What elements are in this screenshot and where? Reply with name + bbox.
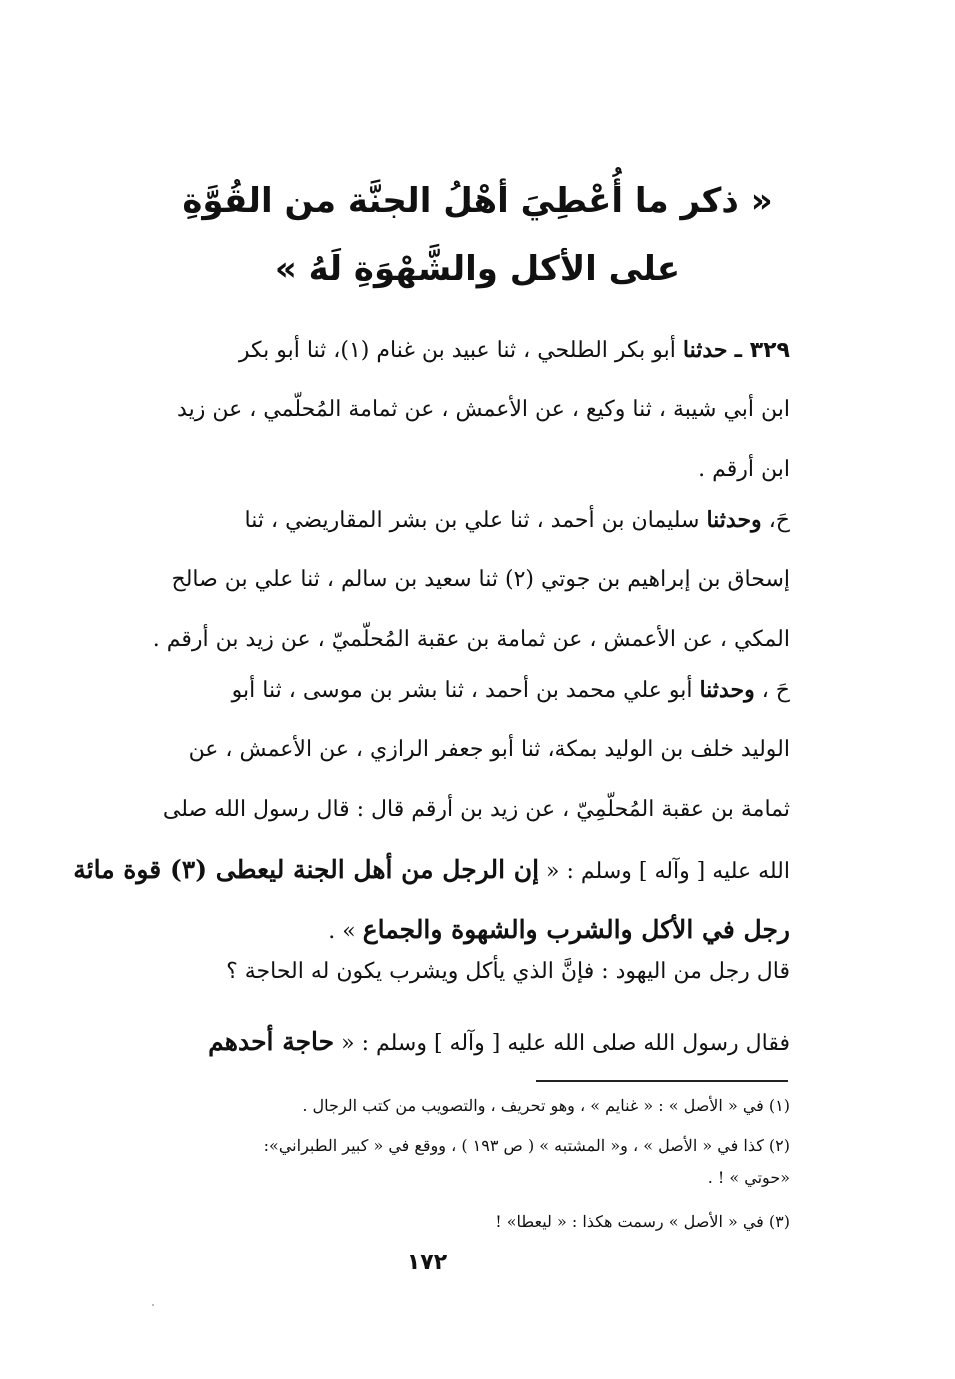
body-text: أبو علي محمد بن أحمد ، ثنا بشر بن موسى ، ثنا أبو <box>231 678 693 703</box>
chapter-title-line-2: على الأكل والشَّهْوَةِ لَهُ » <box>274 249 681 289</box>
body-line: إسحاق بن إبراهيم بن جوتي (٢) ثنا سعيد بن سالم ، ثنا علي بن صالح <box>171 567 790 592</box>
body-line <box>110 1012 790 1072</box>
footnote-3 <box>140 1206 790 1238</box>
body-text: الله عليه [ وآله ] وسلم : « <box>546 859 790 884</box>
body-line: ابن أبي شيبة ، ثنا وكيع ، عن الأعمش ، عن ثمامة المُحلّمي ، عن زيد <box>177 397 790 422</box>
page-number: ١٧٢ <box>406 1250 448 1275</box>
narration-lead: حدثنا <box>682 337 728 363</box>
chain-2-paragraph <box>110 490 790 670</box>
body-line <box>110 320 790 380</box>
narration-lead: وحدثنا <box>706 507 762 533</box>
body-text: فقال رسول الله صلى الله عليه [ وآله ] وسلم : « <box>341 1031 790 1056</box>
question-paragraph <box>110 942 790 1002</box>
body-line: ثمامة بن عقبة المُحلّمِيّ ، عن زيد بن أرقم قال : قال رسول الله صلى <box>162 797 790 822</box>
footnote-line: (٣) في « الأصل » رسمت هكذا : « ليعطا» ! <box>495 1212 790 1231</box>
answer-paragraph <box>110 1012 790 1072</box>
footnote-line: (٢) كذا في « الأصل » ، و« المشتبه » ( ص ١٩٣ ) ، ووقع في « كبير الطبراني»: <box>263 1136 790 1155</box>
tahwil-sign: حَ، <box>768 508 790 533</box>
hadith-number: ٣٢٩ ـ <box>734 338 790 363</box>
footnote-1 <box>140 1090 790 1122</box>
narration-lead: وحدثنا <box>699 677 755 703</box>
hadith-matn: حاجة أحدهم <box>208 1027 335 1056</box>
body-line <box>110 660 790 720</box>
footnote-separator <box>536 1080 788 1082</box>
body-line: المكي ، عن الأعمش ، عن ثمامة بن عقبة المُحلّميّ ، عن زيد بن أرقم . <box>152 627 790 652</box>
hadith-matn: رجل في الأكل والشرب والشهوة والجماع <box>362 915 790 944</box>
footnote-2 <box>140 1130 790 1194</box>
footnote-line: «حوتي » ! . <box>707 1168 790 1187</box>
body-line: ابن أرقم . <box>698 457 790 482</box>
body-line <box>73 840 790 900</box>
scan-speck <box>152 1304 154 1306</box>
footnote-line: (١) في « الأصل » : « غنايم » ، وهو تحريف ، والتصويب من كتب الرجال . <box>302 1096 790 1115</box>
body-line <box>110 490 790 550</box>
hadith-329-paragraph <box>110 320 790 500</box>
body-text: » . <box>328 919 356 944</box>
body-line: الوليد خلف بن الوليد بمكة، ثنا أبو جعفر الرازي ، عن الأعمش ، عن <box>188 737 790 762</box>
chain-3-paragraph <box>73 660 790 960</box>
body-line: قال رجل من اليهود : فإنَّ الذي يأكل ويشرب يكون له الحاجة ؟ <box>226 959 790 984</box>
chapter-title-line-1: « ذكر ما أُعْطِيَ أهْلُ الجنَّة من القُوَّةِ <box>182 181 773 221</box>
hadith-matn: إن الرجل من أهل الجنة ليعطى (٣) قوة مائة <box>73 855 540 884</box>
tahwil-sign: حَ ، <box>761 678 790 703</box>
body-text: أبو بكر الطلحي ، ثنا عبيد بن غنام (١)، ثنا أبو بكر <box>238 338 676 363</box>
body-text: سليمان بن أحمد ، ثنا علي بن بشر المقاريضي ، ثنا <box>244 508 700 533</box>
